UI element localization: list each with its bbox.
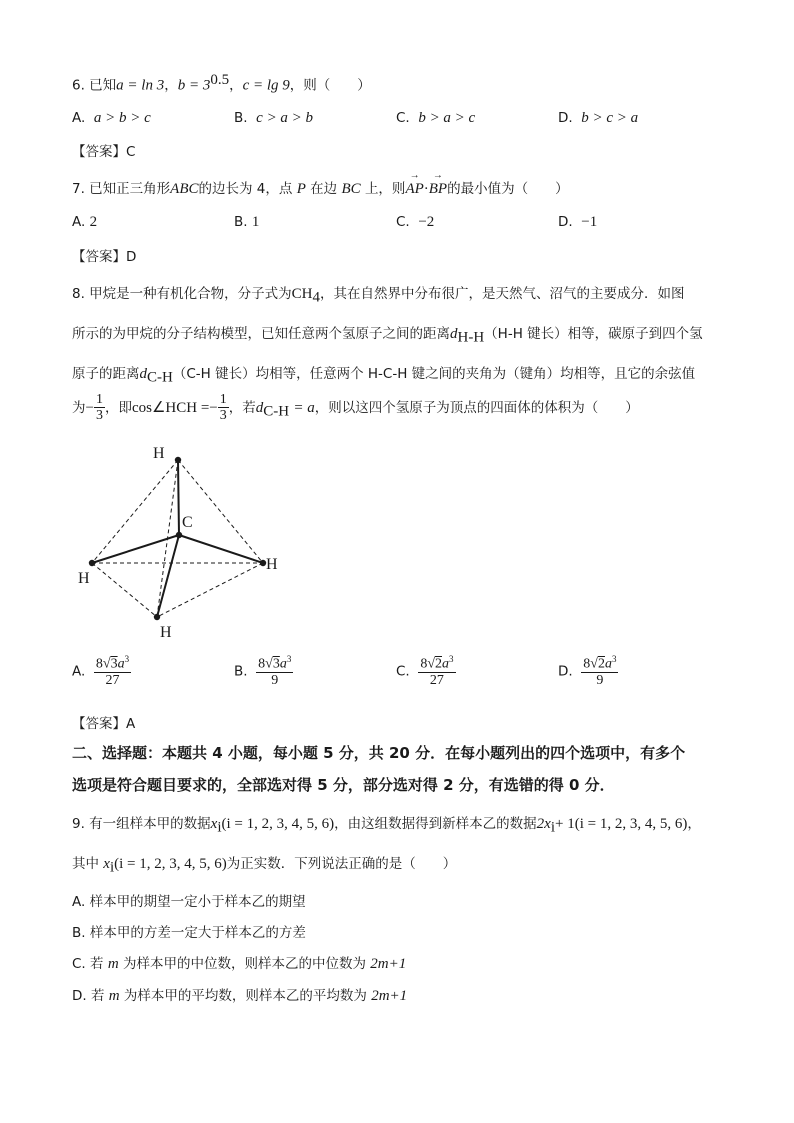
q7-stem-b: 的边长为 4，点 <box>198 181 293 197</box>
q8-option-letter: D. <box>558 663 573 680</box>
q6-option-text: c > a > b <box>256 110 314 126</box>
q7-bc: BC <box>341 181 361 197</box>
edge-top-right <box>178 460 263 563</box>
q8-line1-b: ，其在自然界中分布很广，是天然气、沼气的主要成分．如图 <box>320 286 685 302</box>
q9-line1-a: 9. 有一组样本甲的数据 <box>72 816 211 832</box>
edge-top-left <box>92 460 178 563</box>
q7-option-c[interactable] <box>396 214 434 231</box>
section2-heading-line1: 二、选择题：本题共 4 小题，每小题 5 分，共 20 分．在每小题列出的四个选项中，有多个 <box>72 744 686 762</box>
q8-option-denominator: 9 <box>596 673 604 689</box>
q7-vector-bp: → BP <box>429 181 447 198</box>
label-h-top: H <box>153 445 165 462</box>
q8-d-ch: d <box>139 366 147 382</box>
q8-option-numerator: $8√2a^3$ <box>583 654 617 672</box>
q8-option-fraction <box>418 655 455 688</box>
q8-cos-expr: cos∠HCH = <box>131 399 210 416</box>
q6-option-a[interactable] <box>72 110 151 127</box>
q9-option-c[interactable] <box>72 952 406 973</box>
var: a <box>442 656 449 672</box>
q7-option-letter: D. <box>558 214 573 230</box>
q6-option-text: b > a > c <box>418 110 476 126</box>
section2-heading-line2: 选项是符合题目要求的，全部选对得 5 分，部分选对得 2 分，有选错的得 0 分． <box>72 776 615 794</box>
bond-c-right <box>179 535 263 563</box>
q9-line1-b: ，由这组数据得到新样本乙的数据 <box>334 816 537 832</box>
q9-option-text: 样本甲的方差一定大于样本乙的方差 <box>89 925 306 941</box>
q7-abc: ABC <box>170 181 199 197</box>
coef: 8 <box>583 656 591 672</box>
q7-stem-a: 7. 已知正三角形 <box>72 181 171 197</box>
q8-line3-b: （C-H 键长）均相等，任意两个 H-C-H 键之间的夹角为（键角）均相等，且它的余弦值 <box>172 366 696 382</box>
q8-line3-a: 原子的距离 <box>72 366 140 382</box>
q8-option-fraction <box>94 655 131 688</box>
q7-option-text: −2 <box>418 214 435 230</box>
q8-line4-b: ，即 <box>104 399 132 416</box>
q9-option-text-a: 若 <box>90 956 104 972</box>
q8-fraction-2 <box>218 392 229 424</box>
radicand: 2 <box>597 656 605 672</box>
q7-option-text: 2 <box>89 214 98 230</box>
q8-neg-sign-2: − <box>209 399 218 416</box>
q9-option-text-b: 为样本甲的平均数，则样本乙的平均数为 <box>123 988 367 1004</box>
q9-option-text-a: 若 <box>90 988 105 1004</box>
q8-line4-c: ，若 <box>228 399 256 416</box>
q8-line-1 <box>72 282 685 307</box>
q7-stem-d: 上，则 <box>364 181 406 197</box>
q6-answer: 【答案】C <box>72 144 136 160</box>
q8-option-a[interactable] <box>72 655 131 688</box>
coef: 8 <box>258 656 266 672</box>
q8-neg-sign: − <box>85 399 94 416</box>
q9-option-d[interactable] <box>72 984 407 1005</box>
q9-option-letter: C. <box>72 956 86 972</box>
q9-plus1: + 1 <box>554 816 575 832</box>
q9-option-a[interactable] <box>72 890 306 910</box>
coef: 8 <box>95 656 103 672</box>
q8-option-letter: B. <box>234 663 248 680</box>
atom-h-top <box>175 457 181 463</box>
q6-option-d[interactable] <box>558 110 638 127</box>
q8-frac-num-2: 1 <box>219 392 227 407</box>
q8-option-numerator: $8√2a^3$ <box>420 654 454 672</box>
q8-option-denominator: 9 <box>271 673 279 689</box>
q7-option-text: −1 <box>581 214 598 230</box>
q8-line4-a: 为 <box>72 399 86 416</box>
q6-option-b[interactable] <box>234 110 313 127</box>
q8-line-4 <box>72 392 639 424</box>
q9-line2-b: 为正实数．下列说法正确的是（ ） <box>226 856 457 872</box>
q7-answer: 【答案】D <box>72 249 137 265</box>
label-h-bottom: H <box>160 624 172 641</box>
q7-option-letter: C. <box>396 214 410 230</box>
edge-left-bottom <box>92 563 157 617</box>
q6-a-expr: a = ln 3 <box>116 77 165 94</box>
q6-option-c[interactable] <box>396 110 475 127</box>
q9-option-expr: 2m+1 <box>370 956 407 972</box>
q9-option-letter: D. <box>72 988 87 1004</box>
q7-stem <box>72 177 569 198</box>
edge-right-bottom <box>157 563 263 617</box>
q7-vector-ap: → AP <box>405 181 423 198</box>
q9-option-expr: 2m+1 <box>371 988 408 1004</box>
q9-option-text: 样本甲的期望一定小于样本乙的期望 <box>89 894 306 910</box>
q7-option-b[interactable] <box>234 214 259 231</box>
q6-option-letter: D. <box>558 110 573 126</box>
q7-option-letter: A. <box>72 214 86 230</box>
q8-ch4-sub: 4 <box>312 289 321 306</box>
bond-c-bottom <box>157 535 179 617</box>
q8-d-ch-2: d <box>255 399 264 416</box>
q6-b-base: b = 3 <box>177 77 211 94</box>
q9-range-3: (i = 1, 2, 3, 4, 5, 6) <box>114 856 227 872</box>
q9-option-b[interactable] <box>72 921 306 941</box>
q6-stem: 6. 已知a = ln 3，$b = 3^{0.5}$，c = lg 9，则（ ） <box>72 72 371 94</box>
exp: 3 <box>124 654 130 664</box>
atom-c <box>176 532 182 538</box>
q8-ch4: CH <box>291 286 313 302</box>
q7-dot: · <box>423 181 429 197</box>
q7-option-a[interactable] <box>72 214 97 231</box>
q6-c-expr: c = lg 9 <box>242 77 290 94</box>
q8-option-letter: C. <box>396 663 410 680</box>
q8-line2-a: 所示的为甲烷的分子结构模型，已知任意两个氢原子之间的距离 <box>72 326 450 342</box>
q9-line-2 <box>72 852 456 877</box>
radicand: 2 <box>435 656 442 672</box>
q9-range: (i = 1, 2, 3, 4, 5, 6) <box>221 816 335 832</box>
q8-frac-den: 3 <box>95 408 103 424</box>
radicand: 3 <box>110 656 118 672</box>
q8-line1-a: 8. 甲烷是一种有机化合物，分子式为 <box>72 286 292 302</box>
var: a <box>117 656 125 672</box>
q7-p: P <box>296 181 306 197</box>
atom-h-left <box>89 560 95 566</box>
q9-range-2: (i = 1, 2, 3, 4, 5, 6) <box>574 816 688 832</box>
q7-stem-e: 的最小值为（ ） <box>447 181 569 197</box>
var: a <box>279 656 287 672</box>
q9-option-m: m <box>108 988 120 1004</box>
q8-frac-den-2: 3 <box>219 408 227 424</box>
q8-d-hh: d <box>450 326 458 342</box>
q6-stem-suffix: ，则（ ） <box>289 77 371 94</box>
label-c: C <box>182 514 193 531</box>
exp: 3 <box>449 654 454 664</box>
q8-eq-a: = a <box>293 399 315 416</box>
atom-h-bottom <box>154 614 160 620</box>
q8-option-fraction <box>581 655 618 688</box>
q6-stem-prefix: 6. 已知 <box>72 77 117 94</box>
q9-line1-c: ， <box>687 816 701 832</box>
bond-c-left <box>92 535 179 563</box>
label-h-left: H <box>78 570 90 587</box>
q9-option-text-b: 为样本甲的中位数，则样本乙的中位数为 <box>122 956 366 972</box>
methane-tetrahedron-figure <box>72 438 292 643</box>
q8-line-2 <box>72 322 703 347</box>
q8-line2-b: （H-H 键长）相等，碳原子到四个氢 <box>484 326 703 342</box>
q6-option-text: b > c > a <box>581 110 639 126</box>
q8-fraction-1 <box>94 392 105 424</box>
q9-xi-sub: i <box>217 819 222 836</box>
bond-c-top <box>178 460 179 535</box>
q8-option-c[interactable] <box>396 655 456 688</box>
q8-line4-d: ，则以这四个氢原子为顶点的四面体的体积为（ ） <box>314 399 639 416</box>
q8-option-numerator: $8√3a^3$ <box>95 654 130 672</box>
exp: 3 <box>611 654 617 664</box>
q9-option-m: m <box>107 956 119 972</box>
q7-stem-c: 在边 <box>310 181 338 197</box>
q7-option-d[interactable] <box>558 214 597 231</box>
q9-xi-2: x <box>103 856 110 872</box>
exp: 3 <box>286 654 292 664</box>
q7-option-text: 1 <box>251 214 260 230</box>
q8-line-3 <box>72 362 695 387</box>
q9-line-1 <box>72 812 701 837</box>
q8-d-ch-sub-2: C-H <box>263 403 290 420</box>
q6-option-letter: C. <box>396 110 410 126</box>
coef: 8 <box>420 656 428 672</box>
q6-option-text: a > b > c <box>93 110 151 126</box>
q9-xi: x <box>210 816 218 832</box>
q8-option-denominator: 27 <box>105 673 120 689</box>
q9-option-letter: A. <box>72 894 86 910</box>
q8-answer: 【答案】A <box>72 716 136 732</box>
q9-option-letter: B. <box>72 925 86 941</box>
q8-option-numerator: $8√3a^3$ <box>258 654 292 672</box>
q8-d-hh-sub: H-H <box>457 329 485 346</box>
radicand: 3 <box>272 656 280 672</box>
label-h-right: H <box>266 556 278 573</box>
q6-b-exp: 0.5 <box>210 72 230 88</box>
q8-d-ch-sub: C-H <box>147 369 173 386</box>
q7-option-letter: B. <box>234 214 248 230</box>
q8-option-letter: A. <box>72 663 86 680</box>
q8-option-denominator: 27 <box>429 673 444 689</box>
q9-xi-sub-2: i <box>109 859 115 876</box>
q8-option-d[interactable] <box>558 655 618 688</box>
var: a <box>604 656 612 672</box>
q6-option-letter: A. <box>72 110 86 126</box>
q8-option-b[interactable] <box>234 655 293 688</box>
q6-option-letter: B. <box>234 110 248 126</box>
q8-option-fraction <box>256 655 293 688</box>
q9-two-x: 2x <box>536 816 551 832</box>
q9-two-x-sub: i <box>550 819 555 836</box>
q8-frac-num: 1 <box>95 392 103 407</box>
q9-line2-a: 其中 <box>72 856 99 872</box>
